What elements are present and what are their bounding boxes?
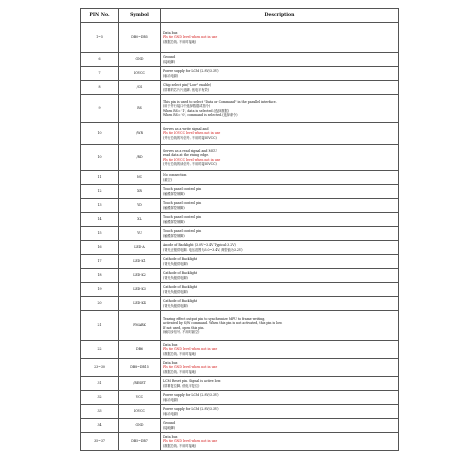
table-row — [81, 419, 399, 433]
table-row — [81, 199, 399, 213]
table-row — [81, 23, 399, 53]
description-cell — [161, 311, 399, 341]
pin-number-cell: 34 — [81, 419, 119, 433]
description-cell — [161, 53, 399, 67]
pin-number-cell: 8 — [81, 81, 119, 95]
description-note: Pls tie GND level when not in use — [163, 439, 218, 444]
description-line: LCM Reset pin. Signal is active low. — [163, 379, 221, 384]
description-line: Ground — [163, 421, 176, 426]
symbol-cell: XR — [119, 185, 161, 199]
description-line: Chip select pin("Low" enable) — [163, 83, 212, 88]
table-row — [81, 95, 399, 123]
pin-number-cell: 32 — [81, 391, 119, 405]
pin-number-cell: 35~37 — [81, 433, 119, 451]
description-line: (背光负极供电脚) — [163, 275, 188, 280]
description-cell — [161, 145, 399, 171]
pin-number-cell: 31 — [81, 377, 119, 391]
description-note: Pls tie IOVCC level when not in use — [163, 131, 221, 136]
description-cell — [161, 67, 399, 81]
description-cell — [161, 283, 399, 297]
description-note: Pls tie GND level when not in use — [163, 365, 218, 370]
description-line: Anode of Backlight (3.0V~3.4V Typical:3.2V) — [163, 243, 236, 248]
table-row — [81, 53, 399, 67]
pin-number-cell: 18 — [81, 269, 119, 283]
header-pin-no: PIN No. — [81, 9, 119, 23]
description-cell — [161, 23, 399, 53]
table-body — [81, 23, 399, 451]
symbol-cell: /RESET — [119, 377, 161, 391]
description-cell — [161, 433, 399, 451]
description-line: Data bus — [163, 435, 178, 440]
table-row — [81, 297, 399, 311]
description-cell — [161, 419, 399, 433]
symbol-cell: LED-K2 — [119, 269, 161, 283]
description-line: (驱动电源) — [163, 397, 179, 402]
pin-number-cell: 22 — [81, 341, 119, 359]
description-cell — [161, 359, 399, 377]
description-line: (屏幕复位脚, 低电平复位) — [163, 383, 200, 388]
description-line: (触摸屏控制脚) — [163, 233, 185, 238]
pin-number-cell: 16 — [81, 241, 119, 255]
table-row — [81, 283, 399, 297]
header-symbol: Symbol — [119, 9, 161, 23]
symbol-cell: LED-K1 — [119, 255, 161, 269]
pin-number-cell: 20 — [81, 297, 119, 311]
description-line: When RS= '1', data is selected.(选择数据) — [163, 108, 229, 113]
description-line: When RS= '0', command is selected.(选择命令) — [163, 112, 238, 117]
description-line: (数据总线, 不用时接地) — [163, 443, 197, 448]
description-line: (背光负极供电脚) — [163, 261, 188, 266]
description-cell — [161, 95, 399, 123]
table-header-row — [81, 9, 399, 23]
table-row — [81, 81, 399, 95]
description-cell — [161, 213, 399, 227]
pin-number-cell: 1~5 — [81, 23, 119, 53]
table-row — [81, 311, 399, 341]
symbol-cell: DB5~DB7 — [119, 433, 161, 451]
symbol-cell: LED-K3 — [119, 283, 161, 297]
table-row — [81, 67, 399, 81]
symbol-cell: FMARK — [119, 311, 161, 341]
pin-number-cell: 10 — [81, 123, 119, 145]
description-line: (并行总线的读信号, 不用时接IOVCC) — [163, 161, 217, 166]
description-line: (触摸屏控制脚) — [163, 205, 185, 210]
description-line: (数据总线, 不用时接地) — [163, 39, 197, 44]
pin-number-cell: 6 — [81, 53, 119, 67]
description-cell — [161, 377, 399, 391]
description-line: Touch panel control pin — [163, 229, 202, 234]
description-line: Tearing effect output pin to synchronize MPU to frame writing, — [163, 317, 266, 322]
table-row — [81, 255, 399, 269]
symbol-cell: VCC — [119, 391, 161, 405]
description-note: Pls tie GND level when not in use — [163, 347, 218, 352]
table-row — [81, 227, 399, 241]
description-line: (背光负极供电脚) — [163, 303, 188, 308]
pin-number-cell: 23~30 — [81, 359, 119, 377]
pin-number-cell: 33 — [81, 405, 119, 419]
description-line: Serves as a read signal and MCU — [163, 149, 217, 154]
description-line: Data bus — [163, 31, 178, 36]
description-line: If not used, open this pin. — [163, 325, 205, 330]
description-line: (触摸屏控制脚) — [163, 191, 185, 196]
description-cell — [161, 185, 399, 199]
description-note: Pls tie IOVCC level when not in use — [163, 157, 221, 162]
description-line: This pin is used to select "Data or Command" in the parallel interface. — [163, 100, 277, 105]
table-row — [81, 123, 399, 145]
description-line: No connection — [163, 173, 187, 178]
symbol-cell: LED-A — [119, 241, 161, 255]
description-line: Touch panel control pin — [163, 215, 202, 220]
symbol-cell: IOVCC — [119, 67, 161, 81]
description-line: Cathode of Backlight — [163, 271, 198, 276]
description-line: Cathode of Backlight — [163, 285, 198, 290]
pin-number-cell: 12 — [81, 185, 119, 199]
symbol-cell: XL — [119, 213, 161, 227]
symbol-cell: GND — [119, 419, 161, 433]
symbol-cell: NC — [119, 171, 161, 185]
table-row — [81, 359, 399, 377]
pin-number-cell: 15 — [81, 227, 119, 241]
symbol-cell: GND — [119, 53, 161, 67]
symbol-cell: DB0~DB5 — [119, 23, 161, 53]
description-line: (背光正极供电脚, 电压范围为3.0~3.4V, 典型值为3.2V) — [163, 247, 243, 252]
pin-number-cell: 10 — [81, 145, 119, 171]
description-cell — [161, 81, 399, 95]
description-line: Data bus — [163, 343, 178, 348]
symbol-cell: DB8~DB15 — [119, 359, 161, 377]
table-row — [81, 391, 399, 405]
description-line: Cathode of Backlight — [163, 299, 198, 304]
table-row — [81, 377, 399, 391]
pin-number-cell: 13 — [81, 199, 119, 213]
pin-number-cell: 14 — [81, 213, 119, 227]
description-cell — [161, 405, 399, 419]
symbol-cell: LED-K4 — [119, 297, 161, 311]
table-row — [81, 185, 399, 199]
pin-table — [80, 8, 399, 451]
symbol-cell: IOVCC — [119, 405, 161, 419]
description-line: (背光负极供电脚) — [163, 289, 188, 294]
description-line: (驱动电源) — [163, 73, 179, 78]
description-cell — [161, 391, 399, 405]
description-line: (触摸屏控制脚) — [163, 219, 185, 224]
description-line: (帧同步信号, 不用时悬空) — [163, 329, 200, 334]
description-cell — [161, 241, 399, 255]
pin-number-cell: 7 — [81, 67, 119, 81]
table-row — [81, 405, 399, 419]
description-line: (屏幕的芯片片选脚, 低电平有效) — [163, 87, 209, 92]
description-line: Power supply for LCM (2.8V/3.3V) — [163, 69, 219, 74]
description-line: Ground — [163, 55, 176, 60]
description-cell — [161, 199, 399, 213]
header-description: Description — [161, 9, 399, 23]
description-line: (并行总线的写信号, 不用时接IOVCC) — [163, 135, 217, 140]
symbol-cell: /WR — [119, 123, 161, 145]
table-row — [81, 241, 399, 255]
description-line: Touch panel control pin — [163, 201, 202, 206]
symbol-cell: DB6 — [119, 341, 161, 359]
description-cell — [161, 171, 399, 185]
description-cell — [161, 269, 399, 283]
description-line: Power supply for LCM (2.8V/3.3V) — [163, 393, 219, 398]
table-row — [81, 269, 399, 283]
description-line: (数据总线, 不用时接地) — [163, 351, 197, 356]
description-cell — [161, 255, 399, 269]
symbol-cell: RS — [119, 95, 161, 123]
table-row — [81, 433, 399, 451]
description-line: Touch panel control pin — [163, 187, 202, 192]
description-line: (用于并行接口中选择数据或指令) — [163, 104, 211, 109]
table-row — [81, 145, 399, 171]
description-line: (驱动电源) — [163, 411, 179, 416]
description-line: Serves as a write signal and — [163, 127, 209, 132]
symbol-cell: YD — [119, 199, 161, 213]
description-line: (数据总线, 不用时接地) — [163, 369, 197, 374]
description-line: Power supply for LCM (2.8V/3.3V) — [163, 407, 219, 412]
description-line: activated by S/W command. When this pin is not activated, this pin is low. — [163, 321, 283, 326]
pin-number-cell: 17 — [81, 255, 119, 269]
pin-number-cell: 19 — [81, 283, 119, 297]
description-line: Cathode of Backlight — [163, 257, 198, 262]
description-line: (接地脚) — [163, 59, 176, 64]
description-line: (悬空) — [163, 177, 172, 182]
description-line: Data bus — [163, 361, 178, 366]
pin-number-cell: 11 — [81, 171, 119, 185]
description-line: read data at the rising edge. — [163, 153, 210, 158]
symbol-cell: /CS — [119, 81, 161, 95]
description-note: Pls tie GND level when not in use — [163, 35, 218, 40]
description-cell — [161, 341, 399, 359]
symbol-cell: /RD — [119, 145, 161, 171]
pin-number-cell: 9 — [81, 95, 119, 123]
description-cell — [161, 297, 399, 311]
description-line: (接地脚) — [163, 425, 176, 430]
pin-number-cell: 21 — [81, 311, 119, 341]
symbol-cell: YU — [119, 227, 161, 241]
description-cell — [161, 227, 399, 241]
description-cell — [161, 123, 399, 145]
table-row — [81, 171, 399, 185]
table-row — [81, 341, 399, 359]
table-row — [81, 213, 399, 227]
